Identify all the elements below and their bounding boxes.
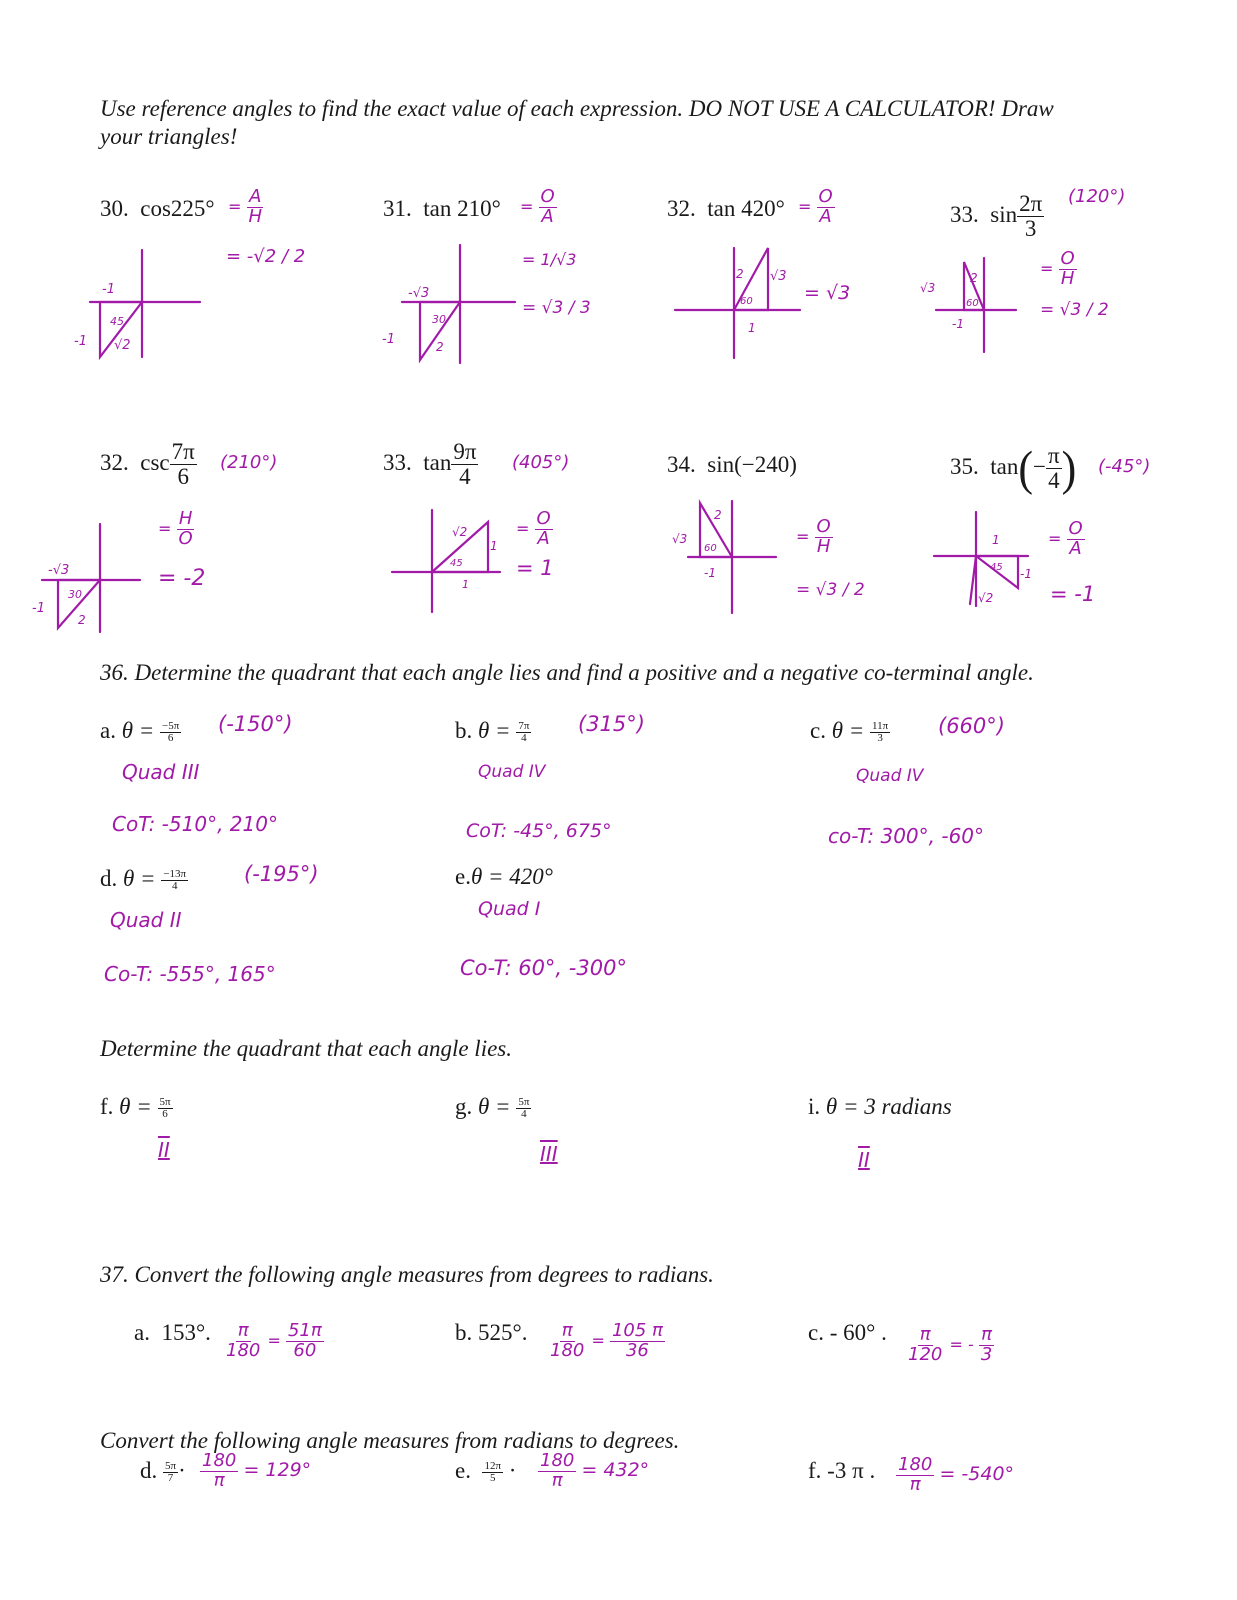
q36-c-degree: (660°) [938,714,1005,738]
q37-item-a: a. 153°. [134,1320,211,1345]
q36-d-coterminal: Co-T: -555°, 165° [104,962,276,986]
negative-sign: − [1033,453,1046,479]
triangle-sketch-30 [74,245,210,365]
function-name: tan [423,196,452,221]
angle-fraction: $\frac{2\pi}{3}$ [1019,191,1043,242]
answer: = √3 / 2 [796,580,865,600]
quadrant-item-g: g. θ = $\frac{5\pi}{4}$ [455,1094,530,1121]
function-name: cos [140,196,171,221]
problem-number: 32. [100,449,129,475]
function-name: sin [990,201,1018,227]
triangle-sketch-31 [380,245,520,370]
rad2deg-item-e: e. $\frac{12\pi}{5}$ · [455,1458,517,1485]
svg-text:√3: √3 [770,269,787,284]
svg-text:√3: √3 [672,532,688,546]
svg-text:-1: -1 [704,566,716,580]
svg-text:2: 2 [714,508,722,522]
work-ratio: = $\frac{O}{A}$ [798,186,833,227]
triangle-sketch-34 [670,495,790,620]
problem-32-csc [100,440,197,489]
problem-number: 33. [950,201,979,227]
q36-a-quadrant: Quad III [122,760,200,784]
svg-text:-1: -1 [102,282,115,297]
problem-number: 30. [100,196,129,221]
svg-text:1: 1 [462,578,469,591]
q36-e-coterminal: Co-T: 60°, -300° [460,956,627,980]
rad2deg-item-d: d. $\frac{5\pi}{7}$ · [140,1458,186,1485]
svg-text:1: 1 [748,321,756,335]
degree-note: (210°) [220,452,278,473]
svg-text:-1: -1 [1020,567,1032,581]
problem-33 [950,192,1044,241]
problem-number: 35. [950,453,979,479]
svg-text:√2: √2 [114,338,131,353]
rad2deg-title: Convert the following angle measures from radians to degrees. [100,1428,680,1453]
answer: = -2 [158,566,206,591]
svg-text:2: 2 [736,267,744,281]
triangle-sketch-35 [930,508,1050,618]
answer: = √3 / 2 [1040,300,1109,320]
problem-35: 35. tan(− $\frac{\pi}{4}$ ) [950,441,1077,496]
function-name: sin [707,452,735,477]
work-ratio: = $\frac{O}{H}$ [796,516,831,557]
answer: = √3 [804,282,851,304]
function-name: csc [140,449,170,475]
angle-fraction: $\frac{\pi}{4}$ [1048,443,1060,494]
q36-b-degree: (315°) [578,712,645,736]
answer: = √3 / 3 [522,298,591,318]
answer: = -√2 / 2 [226,246,306,267]
degree-note: (-45°) [1098,456,1151,477]
work-ratio: = $\frac{H}{O}$ [158,508,193,549]
q36-item-c: c. θ = $\frac{11\pi}{3}$ [810,718,889,745]
svg-text:√2: √2 [452,525,468,539]
answer: = 1 [516,556,554,580]
quadrant-item-i: i. θ = 3 radians [808,1094,952,1119]
angle: 210° [457,196,501,221]
work-ratio: = $\frac{O}{A}$ [516,508,551,549]
svg-text:-1: -1 [382,332,395,347]
q36-b-quadrant: Quad IV [478,762,546,782]
work-ratio: = $\frac{O}{A}$ [520,186,555,227]
q37-a-work: $\frac{\pi}{180}$ = $\frac{51\pi}{60}$ [226,1320,322,1361]
rad2deg-f-work: $\frac{180}{\pi}$ = -540° [898,1454,1015,1495]
svg-text:60: 60 [704,543,717,554]
quadrant-f-answer: II [158,1138,170,1162]
problem-number: 32. [667,196,696,221]
triangle-sketch-csc [28,520,148,635]
function-name: tan [423,449,452,475]
q37-title: 37. Convert the following angle measures from degrees to radians. [100,1262,714,1287]
svg-text:-√3: -√3 [408,286,430,301]
svg-text:1: 1 [992,533,1000,547]
svg-text:45: 45 [110,315,124,328]
q36-item-a: a. θ = $\frac{-5\pi}{6}$ [100,718,180,745]
degree-note: (120°) [1068,186,1126,207]
problem-32 [667,196,785,222]
problem-number: 34. [667,452,696,477]
svg-text:45: 45 [450,558,463,569]
q36-title: 36. Determine the quadrant that each angle lies and find a positive and a negative co-terminal angle. [100,660,1034,685]
svg-text:-√3: -√3 [48,563,70,578]
problem-30 [100,196,215,222]
rad2deg-d-work: $\frac{180}{\pi}$ = 129° [202,1450,312,1491]
rad2deg-item-f: f. -3 π . [808,1458,876,1483]
q36-item-e: e.θ = 420° [455,864,553,889]
quadrant-g-answer: III [540,1142,558,1166]
problem-34 [667,452,797,478]
q36-d-degree: (-195°) [244,862,319,886]
q36-b-coterminal: CoT: -45°, 675° [466,820,612,842]
problem-31 [383,196,501,222]
angle-fraction: $\frac{9\pi}{4}$ [453,439,477,490]
degree-note: (405°) [512,452,570,473]
svg-text:60: 60 [966,298,979,309]
angle: 420° [741,196,785,221]
function-name: tan [990,453,1019,479]
work-ratio: = $\frac{O}{A}$ [1048,518,1083,559]
work-ratio: = $\frac{O}{H}$ [1040,248,1075,289]
angle: (−240) [734,452,797,477]
answer: = -1 [1050,582,1096,606]
svg-text:√2: √2 [978,591,994,605]
triangle-sketch-33 [920,252,1030,362]
function-name: tan [707,196,736,221]
svg-text:30: 30 [432,313,446,326]
problem-number: 31. [383,196,412,221]
angle: 225° [170,196,215,221]
svg-text:√3: √3 [920,281,936,295]
quadrant-item-f: f. θ = $\frac{5\pi}{6}$ [100,1094,171,1121]
q36-item-b: b. θ = $\frac{7\pi}{4}$ [455,718,530,745]
triangle-sketch-32 [670,240,810,365]
svg-text:60: 60 [740,296,753,307]
instructions-line-2: your triangles! [100,124,238,149]
quadrant-i-answer: II [858,1148,870,1172]
q36-d-quadrant: Quad II [110,908,182,932]
q37-item-b: b. 525°. [455,1320,528,1345]
q37-b-work: $\frac{\pi}{180}$ = $\frac{105 \pi}{36}$ [550,1320,663,1361]
problem-number: 33. [383,449,412,475]
svg-text:1: 1 [490,539,498,553]
q36-a-coterminal: CoT: -510°, 210° [112,812,278,836]
svg-text:-1: -1 [74,334,87,349]
svg-text:30: 30 [68,588,82,601]
q36-c-quadrant: Quad IV [856,766,924,786]
triangle-sketch-tan-405 [390,500,510,620]
svg-text:-1: -1 [32,601,45,616]
svg-text:45: 45 [990,562,1003,573]
problem-33-tan [383,440,478,489]
work-ratio: = $\frac{A}{H}$ [228,186,263,227]
q36-c-coterminal: co-T: 300°, -60° [828,824,985,848]
q37-item-c: c. - 60° . [808,1320,887,1345]
angle-fraction: $\frac{7\pi}{6}$ [171,439,195,490]
q36-a-degree: (-150°) [218,712,293,736]
quadrant-title: Determine the quadrant that each angle lies. [100,1036,513,1061]
q37-c-work: $\frac{\pi}{120}$ = - $\frac{\pi}{3}$ [908,1324,993,1365]
work-step: = 1/√3 [522,250,577,269]
instructions-line-1: Use reference angles to find the exact value of each expression. DO NOT USE A CALCULATOR! Draw [100,96,1054,121]
svg-text:-1: -1 [952,317,964,331]
svg-text:2: 2 [970,271,978,285]
svg-text:2: 2 [78,613,86,627]
q36-e-quadrant: Quad I [478,898,541,920]
rad2deg-e-work: $\frac{180}{\pi}$ = 432° [540,1450,650,1491]
svg-text:2: 2 [436,340,444,354]
q36-item-d: d. θ = $\frac{-13\pi}{4}$ [100,866,187,893]
